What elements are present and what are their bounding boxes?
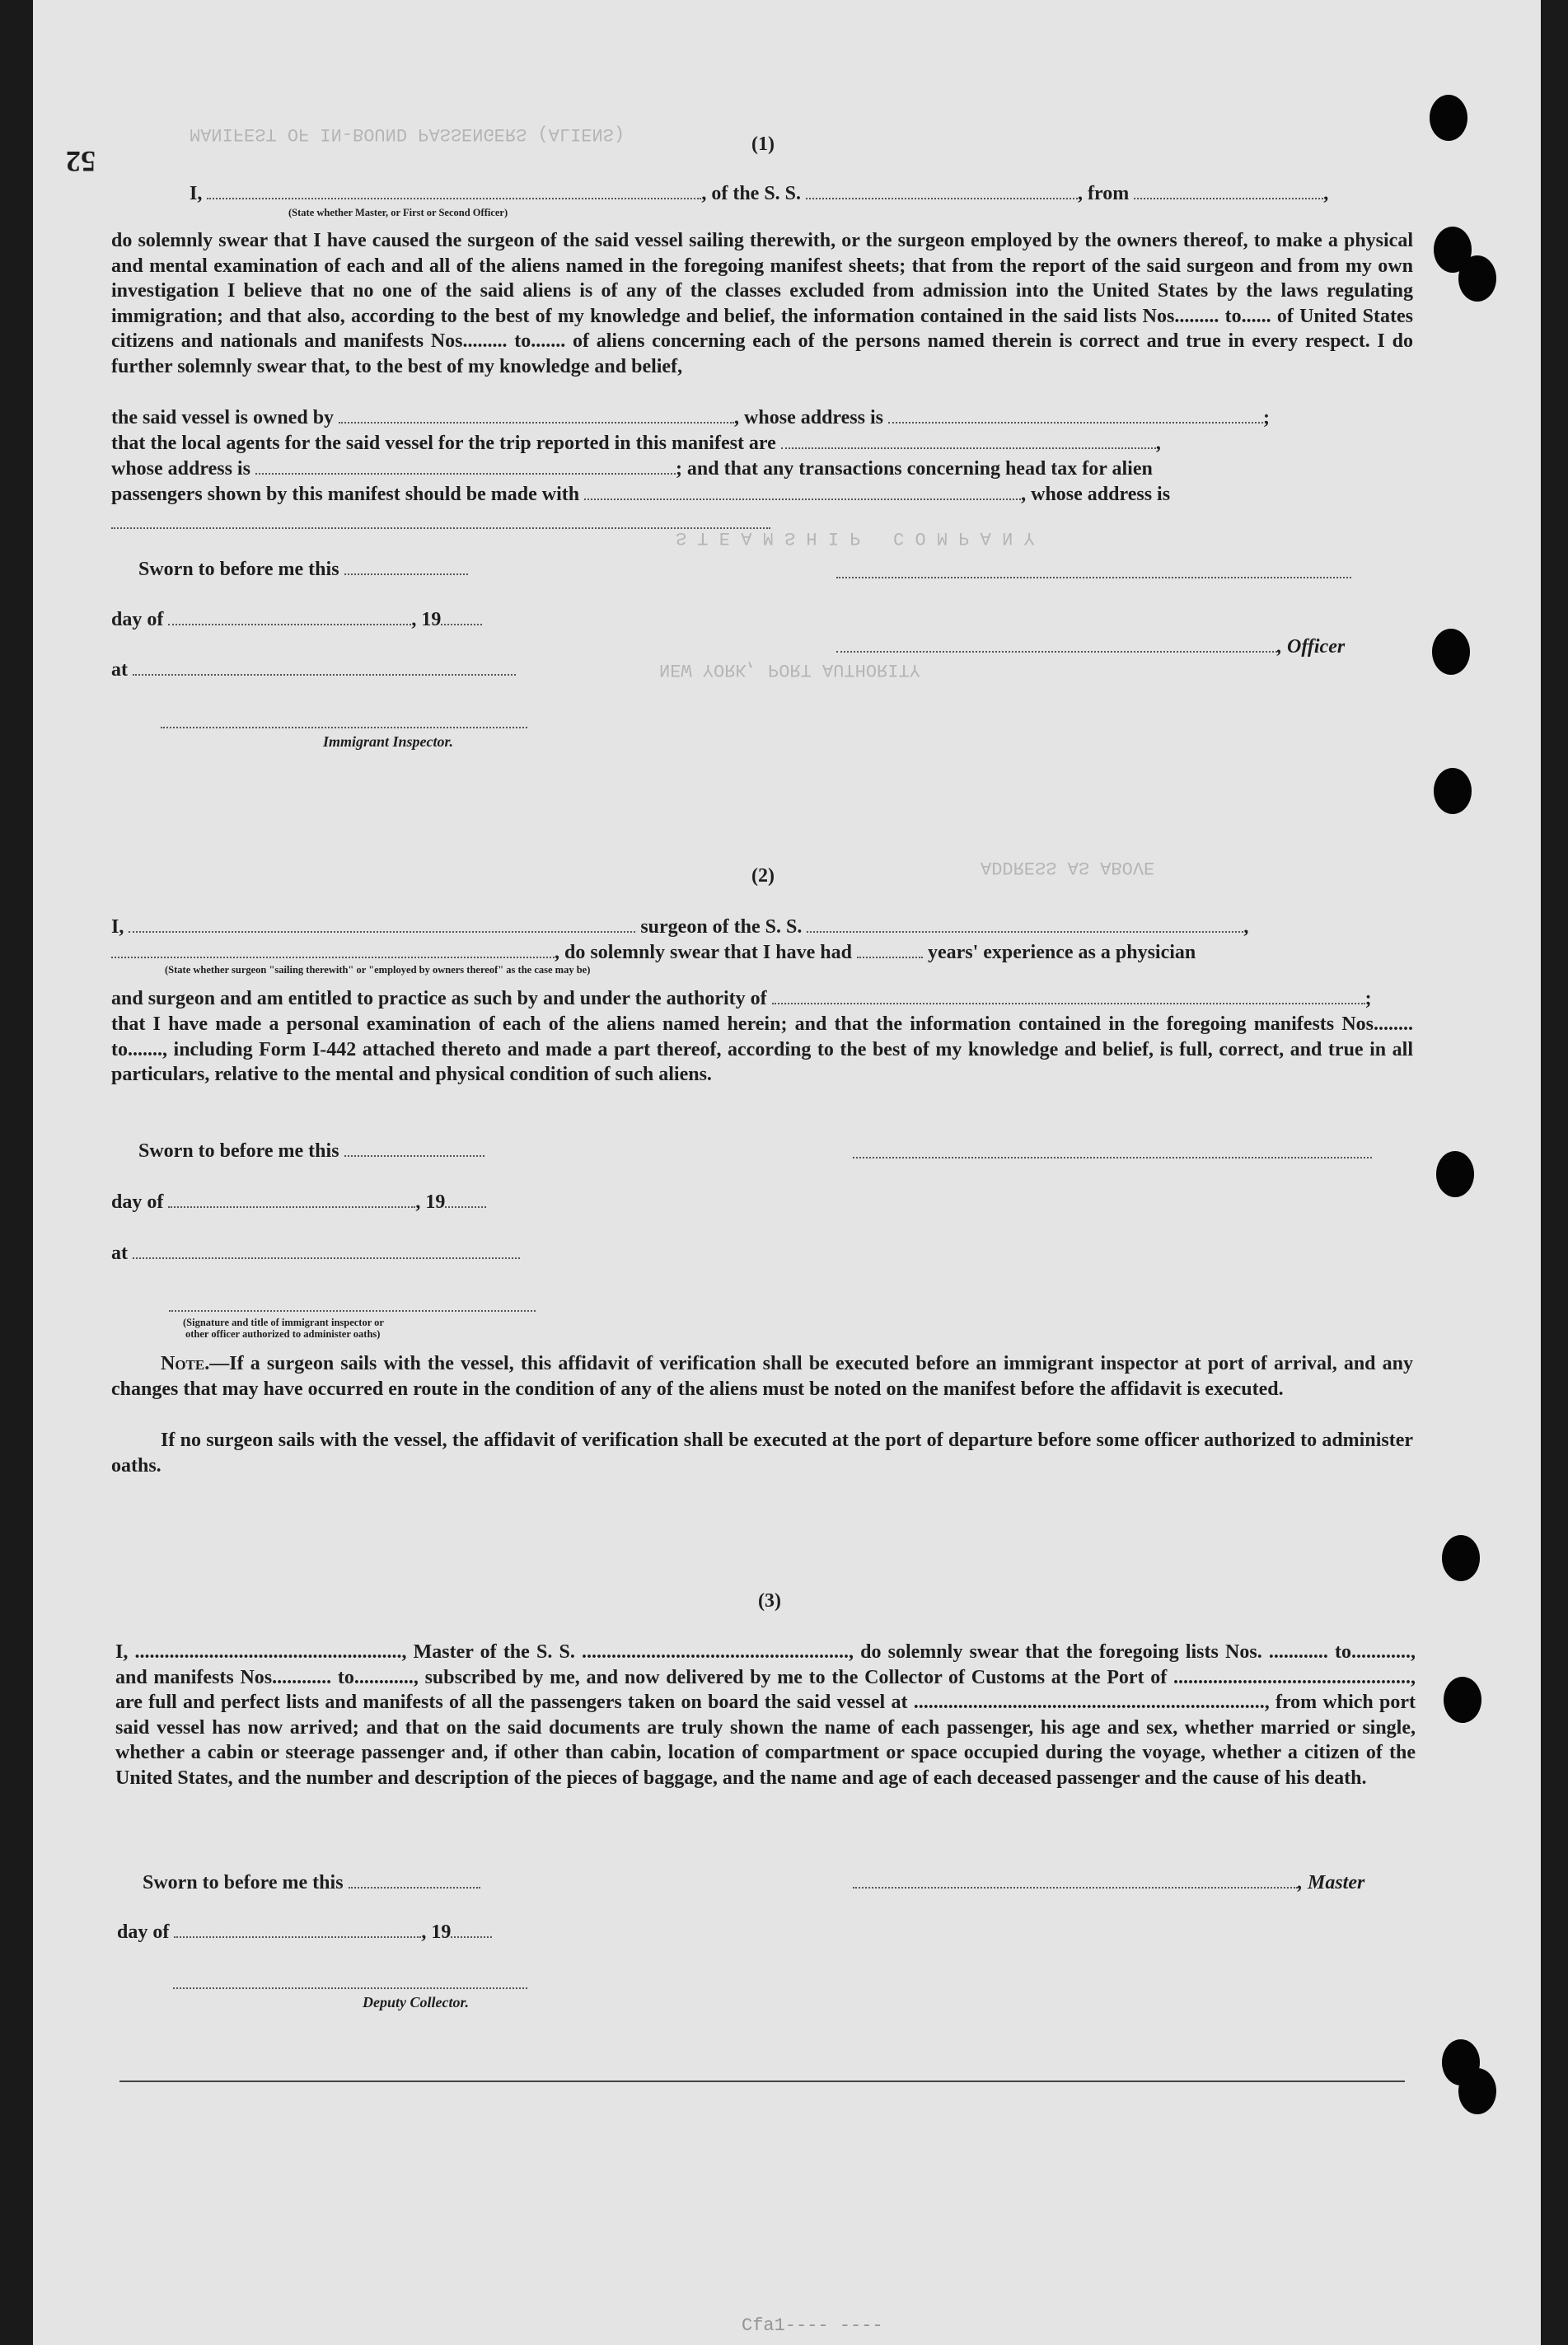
section-1-sworn: Sworn to before me this [138, 557, 468, 581]
punch-hole [1436, 1151, 1474, 1197]
bleed-through-text: S T E A M S H I P C O M P A N Y [676, 527, 1035, 548]
section-1-head-tax-line: passengers shown by this manifest should be made with , whose address is [111, 484, 1171, 505]
section-1-officer-line: , Officer [836, 634, 1345, 658]
footer-text: Cfa1---- ---- [742, 2315, 883, 2336]
section-2-note-text: Note.—If a surgeon sails with the vessel, this affidavit of verification shall be executed before an immigrant inspector at port of arrival, and any changes that may have occurred en route in the condition of any of the aliens must be noted on the manifest before the affidavit is executed. [111, 1353, 1413, 1400]
section-1-address-line: whose address is ; and that any transactions concerning head tax for alien [111, 458, 1153, 480]
bleed-through-text: NEW YORK, PORT AUTHORITY [659, 659, 920, 680]
section-2-signature-note-2: other officer authorized to administer oaths) [185, 1328, 381, 1340]
section-3-heading: (3) [758, 1590, 781, 1612]
section-2-at: at [111, 1241, 520, 1265]
section-2-signature-note-1: (Signature and title of immigrant inspector or [183, 1317, 384, 1328]
punch-hole [1458, 2068, 1496, 2114]
section-1-line-1: I, , of the S. S. , from , [190, 183, 1329, 204]
section-1-day: day of , 19 [111, 607, 482, 631]
section-2-heading: (2) [751, 865, 775, 887]
section-2-sworn: Sworn to before me this [138, 1139, 484, 1163]
section-1-officer-note: (State whether Master, or First or Second Officer) [288, 207, 508, 218]
section-3-oath-text: I, ......................................................, Master of the S. S. ......................................................, do solemnly swear that the foregoing lists Nos. ............ to............, and manifests Nos............ to............, subscribed by me, and now delivered by me to the Collector of Customs at the Port of ................................................, are full and perfect lists and manifests of all the passengers taken on board the said vessel at ......................................................................., from which port said vessel has now arrived; and that on the said documents are truly shown the name of each passenger, his age and sex, whether married or single, whether a cabin or steerage passenger and, if other than cabin, location of compartment or space occupied during the voyage, whether a citizen of the United States, and the number and description of the pieces of baggage, and the name and age of each deceased passenger and the cause of his death. [115, 1641, 1416, 1789]
punch-hole [1434, 768, 1472, 814]
bottom-rule [119, 2081, 1405, 2082]
section-1-agents-line: that the local agents for the said vessel for the trip reported in this manifest are , [111, 433, 1161, 454]
section-2-surgeon-note: (State whether surgeon "sailing therewith" or "employed by owners thereof" as the case may be) [165, 964, 591, 976]
section-2-signature-rule [169, 1310, 536, 1312]
section-1-at: at [111, 658, 516, 681]
section-1-inspector-label: Immigrant Inspector. [323, 733, 454, 750]
punch-hole [1442, 1535, 1480, 1581]
punch-hole [1458, 255, 1496, 302]
section-3-collector-label: Deputy Collector. [363, 1994, 469, 2010]
form-page [33, 0, 1541, 2345]
section-1-heading: (1) [751, 133, 775, 155]
section-1-owner-line: the said vessel is owned by , whose address is ; [111, 407, 1270, 428]
punch-hole [1444, 1677, 1481, 1723]
section-2-day: day of , 19 [111, 1190, 486, 1214]
section-2-line-1: I, surgeon of the S. S. , [111, 916, 1249, 938]
section-3-day: day of , 19 [117, 1920, 492, 1944]
section-1-inspector-rule [161, 727, 527, 728]
section-2-note-text-2: If no surgeon sails with the vessel, the affidavit of verification shall be executed at the port of departure before some officer authorized to administer oaths. [111, 1430, 1413, 1477]
punch-hole [1432, 629, 1470, 675]
section-2-line-3: and surgeon and am entitled to practice as such by and under the authority of ; [111, 988, 1372, 1009]
section-3-sworn: Sworn to before me this [143, 1870, 480, 1894]
punch-hole [1430, 95, 1467, 141]
section-1-oath-text: do solemnly swear that I have caused the surgeon of the said vessel sailing therewith, or the surgeon employed by the owners thereof, to make a physical and mental examination of each and all of the aliens named in the foregoing manifest sheets; that from the report of the said surgeon and from my own investigation I believe that no one of the said aliens is of any of the classes excluded from admission into the United States by the laws regulating immigration; and that also, according to the best of my knowledge and belief, the information contained in the said lists Nos......... to...... of United States citizens and nationals and manifests Nos......... to....... of aliens concerning each of the persons named therein is correct and true in every respect. I do further solemnly swear that, to the best of my knowledge and belief, [111, 230, 1413, 377]
section-1-officer-sig-rule [836, 577, 1351, 578]
page-number: 52 [66, 145, 96, 178]
bleed-through-text: ADDRESS AS ABOVE [981, 857, 1155, 878]
section-2-surgeon-sig-rule [853, 1157, 1372, 1158]
section-3-collector-rule [173, 1987, 527, 1989]
section-3-master-line: , Master [853, 1870, 1364, 1894]
bleed-through-text: MANIFEST OF IN-BOUND PASSENGERS (ALIENS) [190, 124, 625, 144]
section-2-line-2: , do solemnly swear that I have had years' experience as a physician [111, 940, 1413, 965]
section-1-address-rule [111, 527, 770, 529]
section-2-oath-text: that I have made a personal examination of each of the aliens named herein; and that the information contained in the foregoing manifests Nos........ to......., including Form I-442 attached thereto and made a part thereof, according to the best of my knowledge and belief, is full, correct, and true in all particulars, relative to the mental and physical condition of such aliens. [111, 1013, 1413, 1085]
